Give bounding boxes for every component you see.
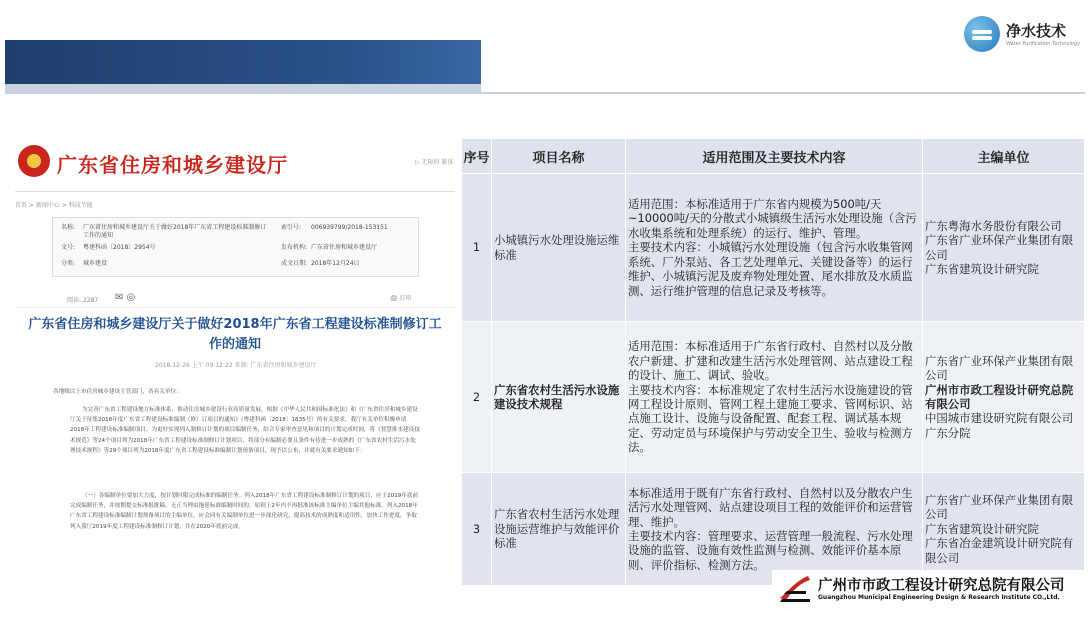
- meta-index-value: 006939799/2018-153151: [311, 224, 388, 231]
- row-number: 1: [462, 174, 492, 322]
- project-name: 广东省农村生活污水设施建设技术规程: [492, 322, 626, 473]
- notice-paragraph: （一）各编制单位要加大力度，按计划时限完成标准的编制任务。列入2018年广东省工程建设标准制修订计划的项目，应于2019年底前完成编制任务，并按期提交标准报批稿。无正当理由拖延标准编制时间的，原则上2年内不再批准该标准主编单位主编其他标准。列入2018年广东省工程建设标准编制计划预备项目的主编单位，应会同有关编制单位进一步深化研究，提高技术的成熟度和适用性，加快工作进度，争取列入我厅2019年度工程建设标准制修订计划，并在2020年底前完成。: [70, 493, 419, 530]
- table-row: [462, 322, 1085, 473]
- notice-date-line: 2018-12-26 上午 09:12:22 来源: 广东省住房和城乡建设厅: [155, 362, 317, 369]
- share-icons[interactable]: ✉ ◎: [115, 292, 136, 303]
- col-header-no: 序号: [462, 139, 492, 174]
- meta-name-value-2: 工作的通知: [83, 232, 114, 239]
- unit-name: 广东粤海水务股份有限公司: [925, 218, 1062, 233]
- government-notice-screenshot: [5, 135, 458, 605]
- row-number: 3: [462, 473, 492, 586]
- meta-date-value: 2018年12月24日: [311, 260, 360, 267]
- divider: [15, 307, 455, 308]
- col-header-units: 主编单位: [923, 139, 1085, 174]
- meta-publisher-value: 广东省住房和城乡建设厅: [311, 244, 378, 251]
- view-count: 阅读: 2287: [67, 297, 99, 304]
- document-meta-box: [52, 217, 419, 277]
- editing-units: [923, 174, 1085, 322]
- breadcrumb: 首页 > 新闻中心 > 科技节能: [15, 202, 93, 209]
- row-number: 2: [462, 322, 492, 473]
- national-emblem-icon: [18, 145, 50, 177]
- accessibility-links: ▷ 无障碍 繁体: [415, 159, 454, 166]
- editing-units: [923, 322, 1085, 473]
- meta-date-label: 成文日期:: [281, 260, 308, 267]
- unit-name: 广东省建筑设计研究院: [925, 521, 1039, 536]
- project-scope: [626, 174, 923, 322]
- company-logo: [772, 570, 1084, 610]
- col-header-scope: 适用范围及主要技术内容: [626, 139, 923, 174]
- table-header-row: [462, 139, 1085, 174]
- unit-name: 广东省广业环保产业集团有限公司: [925, 492, 1074, 522]
- col-header-name: 项目名称: [492, 139, 626, 174]
- unit-name: 广东省广业环保产业集团有限公司: [925, 233, 1074, 262]
- logo-subtitle: Water Purification Technology: [1006, 41, 1081, 47]
- meta-publisher-label: 发布机构:: [281, 244, 308, 251]
- meta-index-label: 索引号:: [281, 224, 302, 231]
- meta-category-value: 城乡建设: [83, 260, 108, 267]
- project-scope: [626, 322, 923, 473]
- title-banner: [5, 40, 481, 84]
- title-banner-shadow: [5, 84, 481, 94]
- unit-name: 广州市市政工程设计研究总院有限公司: [925, 382, 1074, 411]
- print-button[interactable]: 🖨 打印: [390, 295, 412, 302]
- company-name-cn: 广州市市政工程设计研究总院有限公司: [818, 578, 1065, 594]
- unit-name: 广东省广业环保产业集团有限公司: [925, 353, 1074, 383]
- project-scope: [626, 473, 923, 586]
- scope-text: 适用范围：本标准适用于广东省内规模为500吨/天~10000吨/天的分散式小城镇级生活污水处理设施（含污水收集系统和处理系统）的运行、维护、管理。 主要技术内容：小城镇污水处理设施（包含污水收集管网系统、厂外泵站、各工艺处理单元、关键设备等）的运行维护、小城镇污泥及废弃物处理处置、尾水排放及水质监测、运行维护管理的信息记录及考核等。: [628, 197, 917, 298]
- unit-name: 广东省建筑设计研究院: [925, 261, 1039, 276]
- site-title: 广东省住房和城乡建设厅: [57, 153, 288, 177]
- standards-table: [461, 138, 1085, 586]
- editing-units: [923, 473, 1085, 586]
- divider: [15, 191, 455, 192]
- logo-name: 净水技术: [1006, 22, 1067, 40]
- meta-category-label: 分类:: [61, 260, 76, 267]
- water-drop-icon: [964, 16, 1000, 52]
- meta-name-label: 名称:: [61, 224, 76, 231]
- company-name-en: Guangzhou Municipal Engineering Design & Research Institute CO.,Ltd.: [818, 594, 1060, 601]
- header-rule: [481, 92, 1085, 94]
- water-tech-logo: [964, 16, 1081, 52]
- meta-docno-label: 文号:: [61, 244, 76, 251]
- unit-name: 中国城市建设研究院有限公司广东分院: [925, 411, 1074, 440]
- table-row: [462, 174, 1085, 322]
- notice-title: 广东省住房和城乡建设厅关于做好2018年广东省工程建设标准制修订工作的通知: [28, 317, 442, 352]
- company-mark-icon: [778, 572, 812, 604]
- project-name: 广东省农村生活污水处理设施运营维护与效能评价标准: [492, 473, 626, 586]
- scope-text: 适用范围：本标准适用于广东省行政村、自然村以及分散农户新建、扩建和改建生活污水处理管网、站点建设工程的设计、施工、调试、验收。 主要技术内容：本标准规定了农村生活污水设施建设的管网工程设计原则、管网工程土建施工要求、管网标识、站点施工设计、设施与设备配置、配套工程、调试基本规定、劳动定员与环境保护与劳动安全卫生、验收与检测方法。: [628, 339, 913, 455]
- meta-name-value: 广东省住房和城乡建设厅关于做好2018年广东省工程建设标准制修订: [83, 224, 267, 231]
- unit-name: 广东省冶金建筑设计研究院有限公司: [925, 536, 1074, 565]
- notice-salutation: 各地级以上市住房城乡建设主管部门，各有关单位：: [53, 389, 182, 395]
- notice-paragraph: 为完善广东省工程建设地方标准体系，推动住房城乡建设行业高质量发展，根据《中华人民共和国标准化法》和《广东省住房和城乡建设厅关于征集2018年度广东省工程建设标准编制（修）订项目的通知》（粤建科函〔2018〕1835号）的有关要求，我厅有关单位积极申请2018年工程建设标准编制项目。为更好实现列入制修订计划的项目编制任务，结合专家审查意见和项目的计划完成时间，将《智慧排水建设技术规范》等24个项目列为2018年广东省工程建设标准制修订计划项目，将部分有编制必要且条件有待进一步成熟的《广东省农村生活污水处理技术规程》等29个项目列为2018年度广东省工程建设标准编制计划预备项目，现予以公布，并就有关要求通知如下：: [70, 407, 420, 454]
- meta-docno-value: 粤建科函〔2018〕2954号: [83, 244, 156, 251]
- scope-text: 本标准适用于既有广东省行政村、自然村以及分散农户生活污水处理管网、站点建设项目工程的效能评价和运营管理、维护。 主要技术内容：管理要求、运营管理一般流程、污水处理设施的监管、设施有效性监测与检测、效能评价基本原则、评价指标、检测方法。: [628, 485, 913, 572]
- table-row: [462, 473, 1085, 586]
- project-name: 小城镇污水处理设施运维标准: [492, 174, 626, 322]
